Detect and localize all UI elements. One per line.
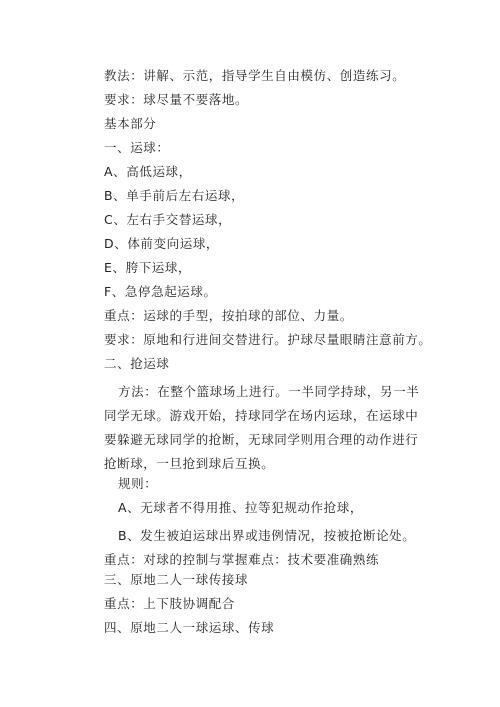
passing-focus: 重点：上下肢协调配合 <box>104 596 236 611</box>
dribble-requirement: 要求：原地和行进间交替进行。护球尽量眼睛注意前方。 <box>104 332 432 347</box>
method-paragraph: 方法：在整个篮球场上进行。一半同学持球，另一半同学无球。游戏开始，持球同学在场内运球，在运球中要躲避无球同学的抢断，无球同学则用合理的动作进行抢断球，一旦抢到球后互换。 <box>104 384 420 471</box>
basic-part-heading: 基本部分 <box>104 116 157 131</box>
dribble-item-b: B、单手前后左右运球， <box>104 188 245 203</box>
section-passing-heading: 三、原地二人一球传接球 <box>104 572 249 587</box>
dribble-item-f: F、急停急起运球。 <box>104 284 217 299</box>
rules-title: 规则： <box>118 476 158 491</box>
dribble-item-c: C、左右手交替运球， <box>104 212 232 227</box>
dribble-item-d: D、体前变向运球， <box>104 236 220 251</box>
section-steal-heading: 二、抢运球 <box>104 356 170 371</box>
rule-a: A、无球者不得用推、拉等犯规动作抢球， <box>118 500 363 515</box>
section-dribble-pass-heading: 四、原地二人一球运球、传球 <box>104 620 275 635</box>
section-dribbling-heading: 一、运球： <box>104 140 170 155</box>
rule-b-paragraph: B、发生被迫运球出界或违例情况，按被抢断论处。重点：对球的控制与掌握难点：技术要准确熟练 <box>104 528 416 567</box>
teaching-method-line: 教法：讲解、示范，指导学生自由模仿、创造练习。 <box>104 68 406 83</box>
dribble-item-e: E、胯下运球， <box>104 260 192 275</box>
dribble-item-a: A、高低运球， <box>104 164 192 179</box>
requirement-line: 要求：球尽量不要落地。 <box>104 92 249 107</box>
dribble-key-points: 重点：运球的手型，按拍球的部位、力量。 <box>104 308 353 323</box>
